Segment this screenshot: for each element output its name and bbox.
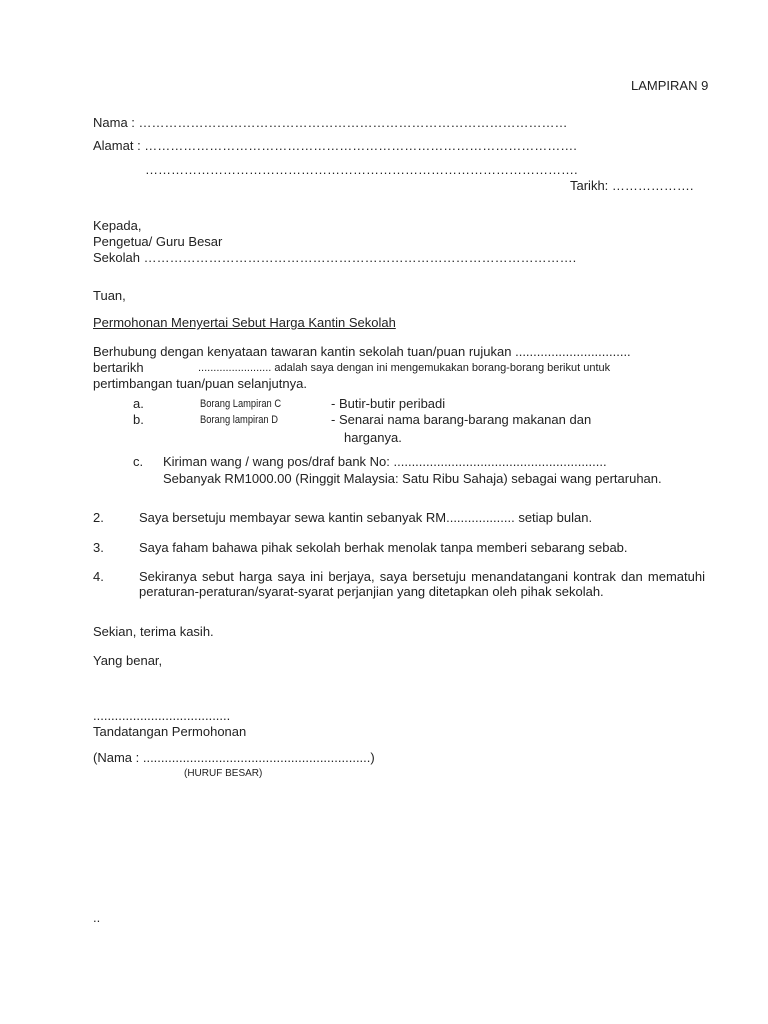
item-form: Borang lampiran D: [200, 414, 278, 426]
recipient-title: Pengetua/ Guru Besar: [93, 234, 223, 249]
recipient-to: Kepada,: [93, 218, 142, 233]
intro-line-1: Berhubung dengan kenyataan tawaran kantin sekolah tuan/puan rujukan ................................: [93, 344, 631, 359]
item-form: Borang Lampiran C: [200, 398, 282, 410]
capital-letters-note: (HURUF BESAR): [184, 768, 263, 779]
signature-line: ......................................: [93, 708, 231, 723]
applicant-name-field: (Nama : ...............................................................): [93, 750, 375, 765]
item-c-line1: Kiriman wang / wang pos/draf bank No: ...........................................................: [163, 454, 607, 469]
point-text: Saya faham bahawa pihak sekolah berhak menolak tanpa memberi sebarang sebab.: [139, 540, 628, 555]
recipient-school: Sekolah ……………………………………………………………………………………….: [93, 250, 577, 265]
intro-line-3: pertimbangan tuan/puan selanjutnya.: [93, 376, 307, 391]
point-number: 2.: [93, 510, 104, 525]
point-number: 3.: [93, 540, 104, 555]
footer-dots: ..: [93, 910, 101, 925]
closing-sincerely: Yang benar,: [93, 653, 163, 668]
intro-line-2: ........................ adalah saya dengan ini mengemukakan borang-borang berikut untuk: [198, 362, 611, 374]
name-field: Nama : ………………………………………………………………………………………: [93, 115, 568, 130]
attachment-label: LAMPIRAN 9: [631, 78, 709, 93]
point-text: Sekiranya sebut harga saya ini berjaya, saya bersetuju menandatangani kontrak dan mematuhi peraturan-peraturan/syarat-syarat perjanjian yang ditetapkan oleh pihak sekolah.: [139, 569, 705, 599]
address-field: Alamat : ……………………………………………………………………………………….: [93, 138, 577, 153]
item-marker: b.: [133, 412, 144, 427]
salutation: Tuan,: [93, 288, 126, 303]
signature-label: Tandatangan Permohonan: [93, 724, 247, 739]
item-marker: a.: [133, 396, 144, 411]
item-desc: - Butir-butir peribadi: [331, 396, 446, 411]
item-c-marker: c.: [133, 454, 144, 469]
point-number: 4.: [93, 569, 104, 584]
subject-heading: Permohonan Menyertai Sebut Harga Kantin Sekolah: [93, 315, 396, 330]
point-text: Saya bersetuju membayar sewa kantin sebanyak RM................... setiap bulan.: [139, 510, 593, 525]
intro-bertarikh: bertarikh: [93, 360, 144, 375]
item-desc: - Senarai nama barang-barang makanan dan: [331, 412, 592, 427]
item-c-line2: Sebanyak RM1000.00 (Ringgit Malaysia: Satu Ribu Sahaja) sebagai wang pertaruhan.: [163, 471, 662, 486]
date-field: Tarikh: ……………….: [570, 178, 694, 193]
address-field-line2: ……………………………………………………………………………………….: [145, 162, 578, 177]
closing-thanks: Sekian, terima kasih.: [93, 624, 214, 639]
item-desc-cont: harganya.: [344, 430, 402, 445]
